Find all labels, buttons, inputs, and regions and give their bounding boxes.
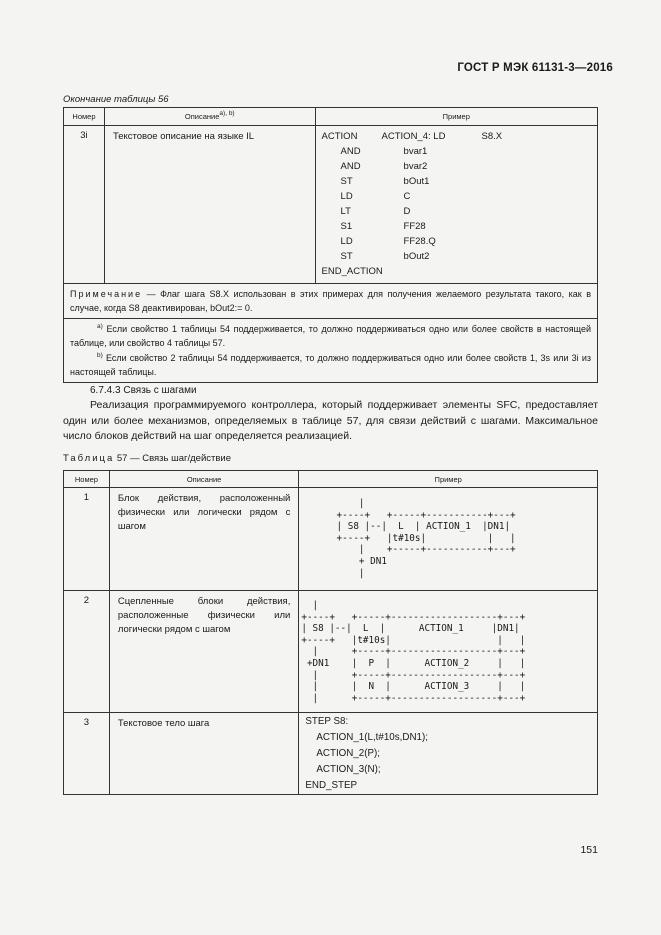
il-line [322,234,591,249]
code-line: STEP S8: [305,716,349,727]
table56-footnotes [64,319,598,383]
footnote-a [70,322,591,350]
il-arg: bOut1 [403,176,430,187]
col-header-description [104,108,315,126]
il-arg: bOut2 [403,251,430,262]
table-56 [63,107,598,383]
row-example [299,488,598,591]
table57-caption-text: 57 — Связь шаг/действие [114,453,232,464]
note-label: Примечание [70,289,143,299]
il-op: AND [340,161,361,172]
row-example [299,591,598,713]
il-line [322,174,591,189]
code-line: ACTION_1(L,t#10s,DN1); [316,732,428,743]
table57-caption-label: Таблица [63,453,115,464]
page-number: 151 [580,844,598,856]
il-extra: S8.X [481,131,503,142]
footnote-b [70,351,591,379]
section-paragraph: Реализация программируемого контроллера, который поддерживает элементы SFC, предоставляет один или более механизмов, определяемых в таблице 57, для связи действий с шагами. Максимальное число блоков действий на шаг определяется реализацией. [63,399,598,442]
footnote-a-mark: a) [97,323,103,330]
il-arg: D [403,206,411,217]
code-line: END_STEP [305,780,358,791]
il-arg: C [403,191,411,202]
il-line [322,219,591,234]
table56-note [64,284,598,319]
il-op: ACTION [321,131,358,142]
step-action-diagram: | +----+ +-----+-----------+---+ | S8 |--| L | ACTION_1 |DN1| +----+ |t#10s| | | | +-----+-----------+---+ + DN1 | [336,498,516,579]
table57-caption [63,453,231,464]
il-op: ST [340,251,353,262]
il-line [322,249,591,264]
footnote-b-text: Если свойство 2 таблицы 54 поддерживается, то должно поддерживаться одно или более свойств 1, 3s или 3i из настоящей таблицы. [70,353,591,377]
il-op: LT [340,206,351,217]
row-description: Текстовое описание на языке IL [104,126,315,284]
il-arg: bvar2 [403,161,428,172]
il-line [322,189,591,204]
col-header-description-text: Описание [184,112,220,121]
row-number: 3 [64,713,110,795]
row-description: Текстовое тело шага [109,713,298,795]
row-description: Сцепленные блоки действия, расположенные физически или логически рядом с шагом [109,591,298,713]
col-header-example: Пример [299,471,598,488]
code-line: ACTION_3(N); [316,764,381,775]
table-57 [63,470,598,795]
il-op: ST [340,176,353,187]
section-heading: 6.7.4.3 Связь с шагами [90,385,197,396]
table56-caption: Окончание таблицы 56 [63,94,169,105]
il-last-line: END_ACTION [321,266,383,277]
col-header-number: Номер [64,471,110,488]
il-lines [322,144,591,264]
il-first-line [322,129,591,144]
il-arg: FF28.Q [403,236,436,247]
il-example [315,126,597,284]
il-op: LD [340,191,353,202]
il-line [322,159,591,174]
il-op: S1 [340,221,353,232]
row-number: 3i [64,126,105,284]
footnote-a-text: Если свойство 1 таблицы 54 поддерживается, то должно поддерживаться одно или более свойств в настоящей таблице, или свойство 4 таблицы 57. [70,324,591,348]
il-op: LD [340,236,353,247]
note-text: — Флаг шага S8.X использован в этих примерах для получения желаемого результата такого, как в случае, когда S8 деактивирован, bOut2:= 0. [70,289,591,313]
step-body-code [299,713,598,795]
row-description: Блок действия, расположенный физически или логически рядом с шагом [109,488,298,591]
footnote-b-mark: b) [97,352,103,359]
row-number: 2 [64,591,110,713]
il-arg: ACTION_4: LD [381,131,446,142]
col-header-number: Номер [64,108,105,126]
il-op: AND [340,146,361,157]
concatenated-action-diagram: | +----+ +-----+-------------------+---+ | S8 |--| L | ACTION_1 |DN1| +----+ |t#10s| | | | +-----+-------------------+---+ +DN1 | P | ACTION_2 | | | +-----+-------------------+---+ | | N | ACTION_3 | | | +-----+-------------------+---+ [301,600,526,704]
document-header: ГОСТ Р МЭК 61131-3—2016 [457,62,613,74]
il-arg: bvar1 [403,146,428,157]
code-line: ACTION_2(P); [316,748,381,759]
col-header-description-sup: a), b) [219,110,235,117]
row-number: 1 [64,488,110,591]
col-header-example: Пример [315,108,597,126]
il-line [322,204,591,219]
il-line [322,144,591,159]
col-header-description: Описание [109,471,298,488]
il-arg: FF28 [403,221,426,232]
